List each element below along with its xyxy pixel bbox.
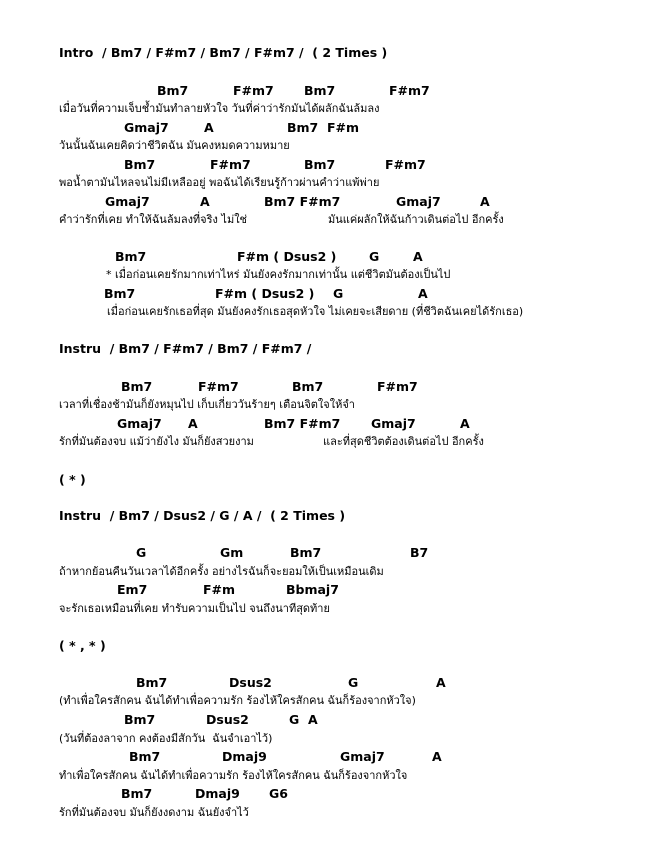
chord: B7 <box>410 545 429 560</box>
instru-line: Instru / Bm7 / F#m7 / Bm7 / F#m7 / <box>59 341 312 356</box>
chord: Dmaj9 <box>222 749 267 764</box>
lyric-line: เมื่อวันที่ความเจ็บช้ำมันทำลายหัวใจ วันที่ค่าว่ารักมันได้ผลักฉันล้มลง <box>59 102 380 115</box>
chord: A <box>413 249 423 264</box>
chord: F#m <box>203 582 236 597</box>
chord: Dsus2 <box>206 712 249 727</box>
chord: F#m7 <box>233 83 274 98</box>
chord: Bm7 F#m7 <box>264 416 341 431</box>
chord: F#m7 <box>385 157 426 172</box>
chord: Bm7 <box>121 379 153 394</box>
chord: Bm7 <box>292 379 324 394</box>
chord: Bm7 <box>290 545 322 560</box>
chord: F#m ( Dsus2 ) <box>237 249 337 264</box>
chord: Bm7 <box>115 249 147 264</box>
lyric-line: วันนั้นฉันเคยคิดว่าชีวิตฉัน มันคงหมดความหมาย <box>59 139 290 152</box>
chord: Gm <box>220 545 244 560</box>
lyric-line: ถ้าหากย้อนคืนวันเวลาได้อีกครั้ง อย่างไรฉันก็จะยอมให้เป็นเหมือนเดิม <box>59 565 384 578</box>
chord: Gmaj7 <box>117 416 162 431</box>
chord: Gmaj7 <box>371 416 416 431</box>
chord: F#m7 <box>389 83 430 98</box>
chord: F#m ( Dsus2 ) <box>215 286 315 301</box>
chord: Bm7 <box>136 675 168 690</box>
chord: Bm7 <box>124 712 156 727</box>
chord: G A <box>289 712 318 727</box>
chord: A <box>480 194 490 209</box>
intro-line: Intro / Bm7 / F#m7 / Bm7 / F#m7 / ( 2 Times ) <box>59 45 388 60</box>
chord: A <box>460 416 470 431</box>
chord: A <box>188 416 198 431</box>
chord: F#m7 <box>210 157 251 172</box>
chord: F#m7 <box>198 379 239 394</box>
chord: F#m7 <box>377 379 418 394</box>
lyric-line: มันแค่ผลักให้ฉันก้าวเดินต่อไป อีกครั้ง <box>328 213 504 226</box>
chord: A <box>436 675 446 690</box>
chord: A <box>418 286 428 301</box>
lyric-line: * เมื่อก่อนเคยรักมากเท่าไหร่ มันยังคงรักมากเท่านั้น แต่ชีวิตมันต้องเป็นไป <box>106 268 451 281</box>
lyric-line: (ทำเพื่อใครสักคน ฉันได้ทำเพื่อความรัก ร้องไห้ใครสักคน ฉันก็ร้องจากหัวใจ) <box>59 694 416 707</box>
lyric-line: ทำเพื่อใครสักคน ฉันได้ทำเพื่อความรัก ร้องไห้ใครสักคน ฉันก็ร้องจากหัวใจ <box>59 769 408 782</box>
chord: Bm7 <box>124 157 156 172</box>
chord: A <box>204 120 214 135</box>
chord: Bm7 F#m7 <box>264 194 341 209</box>
chord: A <box>432 749 442 764</box>
chord: G <box>136 545 147 560</box>
lyric-line: เวลาที่เชื่องช้ามันก็ยังหมุนไป เก็บเกี่ยววันร้ายๆ เตือนจิตใจให้จำ <box>59 398 355 411</box>
lyric-line: จะรักเธอเหมือนที่เคย ทำรับความเป็นไป จนถึงนาทีสุดท้าย <box>59 602 330 615</box>
chord: A <box>200 194 210 209</box>
lyric-line: และที่สุดชีวิตต้องเดินต่อไป อีกครั้ง <box>323 435 484 448</box>
chord: G <box>348 675 359 690</box>
repeat-marker: ( * ) <box>59 472 86 487</box>
lyric-line: คำว่ารักที่เคย ทำให้ฉันล้มลงที่จริง ไม่ใช่ <box>59 213 248 226</box>
chord: Dmaj9 <box>195 786 240 801</box>
chord: Em7 <box>117 582 148 597</box>
lyric-line: พอน้ำตามันไหลจนไม่มีเหลืออยู่ พอฉันได้เรียนรู้ก้าวผ่านคำว่าแพ้พ่าย <box>59 176 380 189</box>
chord: Bm7 F#m <box>287 120 359 135</box>
chord: Bm7 <box>157 83 189 98</box>
lyric-line: รักที่มันต้องจบ มันก็ยังงดงาม ฉันยังจำไว้ <box>59 806 249 819</box>
chord: G <box>333 286 344 301</box>
chord: G <box>369 249 380 264</box>
lyric-line: (วันที่ต้องลาจาก คงต้องมีสักวัน ฉันจำเอาไว้) <box>59 732 273 745</box>
chord: Gmaj7 <box>124 120 169 135</box>
chord: Bm7 <box>129 749 161 764</box>
chord: Bm7 <box>304 157 336 172</box>
chord: Gmaj7 <box>340 749 385 764</box>
chord: Bm7 <box>104 286 136 301</box>
chord: Gmaj7 <box>396 194 441 209</box>
chord: Gmaj7 <box>105 194 150 209</box>
chord: Bm7 <box>121 786 153 801</box>
chord: Bm7 <box>304 83 336 98</box>
lyric-line: เมื่อก่อนเคยรักเธอที่สุด มันยังคงรักเธอสุดหัวใจ ไม่เคยจะเสียดาย (ที่ชีวิตฉันเคยได้รักเธอ) <box>107 305 524 318</box>
instru-line: Instru / Bm7 / Dsus2 / G / A / ( 2 Times ) <box>59 508 346 523</box>
chord: Dsus2 <box>229 675 272 690</box>
chord: Bbmaj7 <box>286 582 339 597</box>
repeat-marker: ( * , * ) <box>59 638 106 653</box>
lyric-line: รักที่มันต้องจบ แม้ว่ายังไง มันก็ยังสวยงาม <box>59 435 254 448</box>
chord: G6 <box>269 786 288 801</box>
